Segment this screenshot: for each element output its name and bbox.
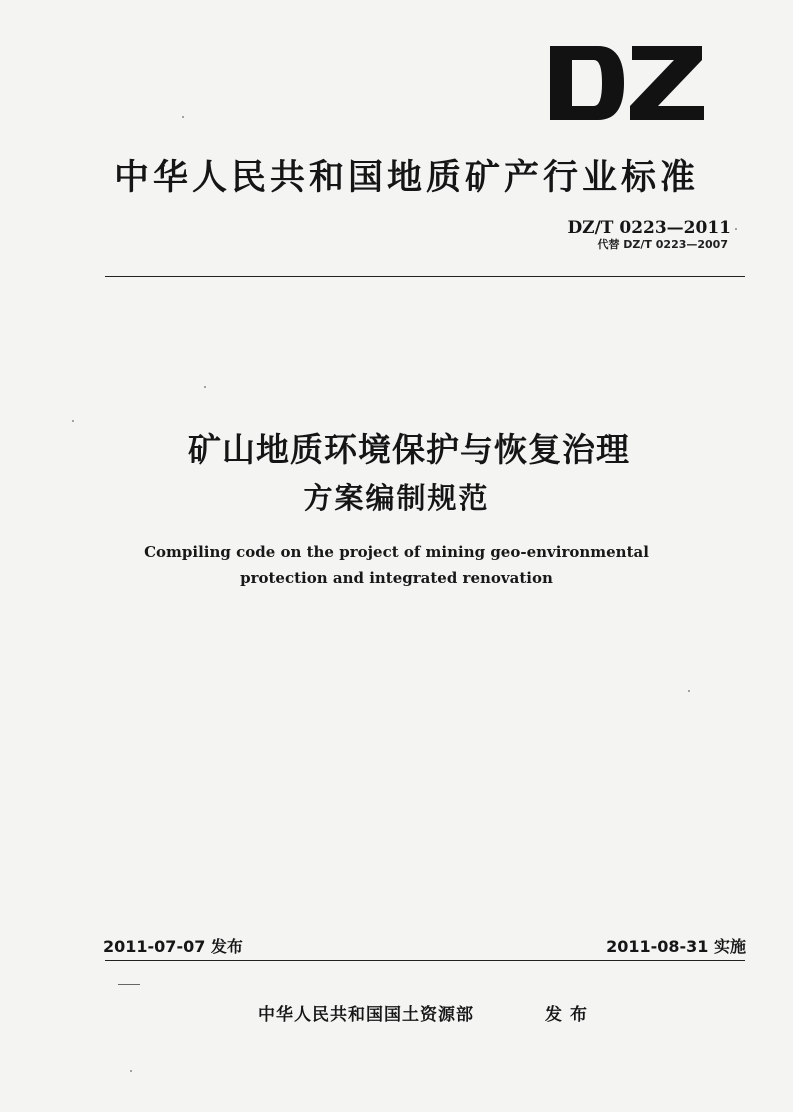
scan-mark <box>118 984 140 985</box>
replaced-standard-number: 代替 DZ/T 0223—2007 <box>597 238 728 251</box>
document-title-line-1: 矿山地质环境保护与恢复治理 <box>188 430 630 469</box>
issue-date: 2011-07-07 发布 <box>103 937 243 956</box>
dz-logo <box>546 42 706 124</box>
document-title-line-2: 方案编制规范 <box>303 481 490 515</box>
english-title-line-2: protection and integrated renovation <box>240 569 553 587</box>
scan-speck <box>204 386 206 388</box>
scan-speck <box>688 690 690 692</box>
standard-number: DZ/T 0223—2011 <box>567 218 731 238</box>
footer-divider <box>105 960 745 961</box>
scan-speck <box>72 420 74 422</box>
implementation-date: 2011-08-31 实施 <box>606 937 746 956</box>
header-divider <box>105 276 745 277</box>
scan-speck <box>182 116 184 118</box>
publish-label: 发布 <box>545 1005 595 1025</box>
scan-speck <box>130 1070 132 1072</box>
scan-speck <box>735 228 737 230</box>
publisher-name: 中华人民共和国国土资源部 <box>258 1005 474 1025</box>
standard-category-title: 中华人民共和国地质矿产行业标准 <box>114 158 700 198</box>
english-title-line-1: Compiling code on the project of mining geo-environmental <box>144 543 649 561</box>
